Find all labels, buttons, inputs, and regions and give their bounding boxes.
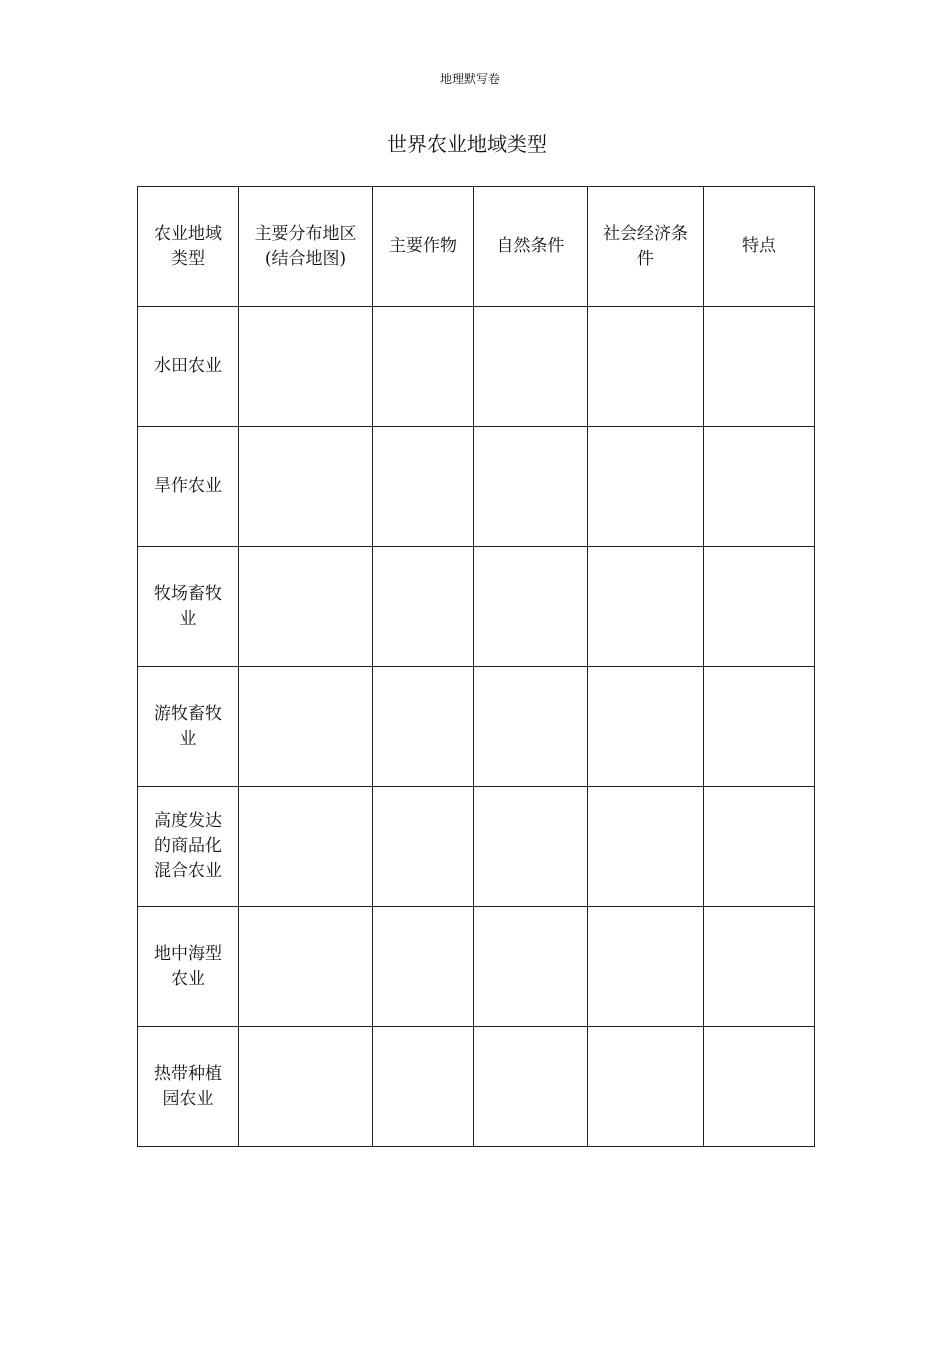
answer-cell[interactable] bbox=[373, 427, 474, 547]
answer-cell[interactable] bbox=[588, 307, 704, 427]
table-row bbox=[138, 667, 815, 787]
row-label: 高度发达 的商品化 混合农业 bbox=[154, 811, 222, 881]
answer-cell[interactable] bbox=[588, 427, 704, 547]
agriculture-types-table bbox=[137, 186, 815, 1147]
row-label: 牧场畜牧 业 bbox=[154, 583, 222, 629]
column-header-distribution bbox=[239, 187, 373, 307]
answer-cell[interactable] bbox=[704, 547, 815, 667]
answer-cell[interactable] bbox=[704, 1027, 815, 1147]
answer-cell[interactable] bbox=[239, 667, 373, 787]
column-header-socioeconomic-conditions bbox=[588, 187, 704, 307]
column-header-label: 主要分布地区 (结合地图) bbox=[254, 223, 357, 269]
answer-cell[interactable] bbox=[373, 787, 474, 907]
row-label: 水田农业 bbox=[154, 356, 222, 376]
answer-cell[interactable] bbox=[704, 907, 815, 1027]
table-row bbox=[138, 1027, 815, 1147]
answer-cell[interactable] bbox=[239, 547, 373, 667]
answer-cell[interactable] bbox=[704, 307, 815, 427]
row-label-cell bbox=[138, 787, 239, 907]
answer-cell[interactable] bbox=[474, 547, 588, 667]
row-label: 热带种植 园农业 bbox=[154, 1063, 222, 1109]
column-header-label: 自然条件 bbox=[496, 236, 565, 256]
answer-cell[interactable] bbox=[474, 307, 588, 427]
column-header-natural-conditions bbox=[474, 187, 588, 307]
row-label-cell bbox=[138, 907, 239, 1027]
table-row bbox=[138, 307, 815, 427]
table-row bbox=[138, 787, 815, 907]
row-label-cell bbox=[138, 547, 239, 667]
column-header-label: 农业地域 类型 bbox=[154, 223, 222, 269]
answer-cell[interactable] bbox=[474, 907, 588, 1027]
page-header: 地理默写卷 bbox=[439, 72, 500, 86]
answer-cell[interactable] bbox=[474, 787, 588, 907]
row-label-cell bbox=[138, 427, 239, 547]
table-row bbox=[138, 547, 815, 667]
column-header-label: 社会经济条 件 bbox=[603, 223, 688, 269]
answer-cell[interactable] bbox=[474, 427, 588, 547]
table-row bbox=[138, 907, 815, 1027]
answer-cell[interactable] bbox=[704, 667, 815, 787]
answer-cell[interactable] bbox=[588, 787, 704, 907]
document-title: 世界农业地域类型 bbox=[387, 132, 547, 156]
answer-cell[interactable] bbox=[474, 1027, 588, 1147]
answer-cell[interactable] bbox=[239, 1027, 373, 1147]
answer-cell[interactable] bbox=[373, 667, 474, 787]
row-label: 游牧畜牧 业 bbox=[154, 703, 222, 749]
column-header-crops bbox=[373, 187, 474, 307]
answer-cell[interactable] bbox=[588, 1027, 704, 1147]
table-row bbox=[138, 427, 815, 547]
answer-cell[interactable] bbox=[704, 787, 815, 907]
answer-cell[interactable] bbox=[239, 427, 373, 547]
answer-cell[interactable] bbox=[373, 307, 474, 427]
answer-cell[interactable] bbox=[239, 907, 373, 1027]
row-label-cell bbox=[138, 667, 239, 787]
answer-cell[interactable] bbox=[588, 667, 704, 787]
answer-cell[interactable] bbox=[239, 307, 373, 427]
column-header-features bbox=[704, 187, 815, 307]
answer-cell[interactable] bbox=[588, 907, 704, 1027]
row-label-cell bbox=[138, 307, 239, 427]
column-header-type bbox=[138, 187, 239, 307]
row-label-cell bbox=[138, 1027, 239, 1147]
row-label: 旱作农业 bbox=[154, 476, 222, 496]
answer-cell[interactable] bbox=[588, 547, 704, 667]
table-header-row bbox=[138, 187, 815, 307]
answer-cell[interactable] bbox=[704, 427, 815, 547]
column-header-label: 特点 bbox=[742, 236, 776, 256]
answer-cell[interactable] bbox=[373, 547, 474, 667]
row-label: 地中海型 农业 bbox=[154, 943, 222, 989]
column-header-label: 主要作物 bbox=[389, 236, 457, 256]
answer-cell[interactable] bbox=[239, 787, 373, 907]
answer-cell[interactable] bbox=[373, 1027, 474, 1147]
answer-cell[interactable] bbox=[373, 907, 474, 1027]
answer-cell[interactable] bbox=[474, 667, 588, 787]
